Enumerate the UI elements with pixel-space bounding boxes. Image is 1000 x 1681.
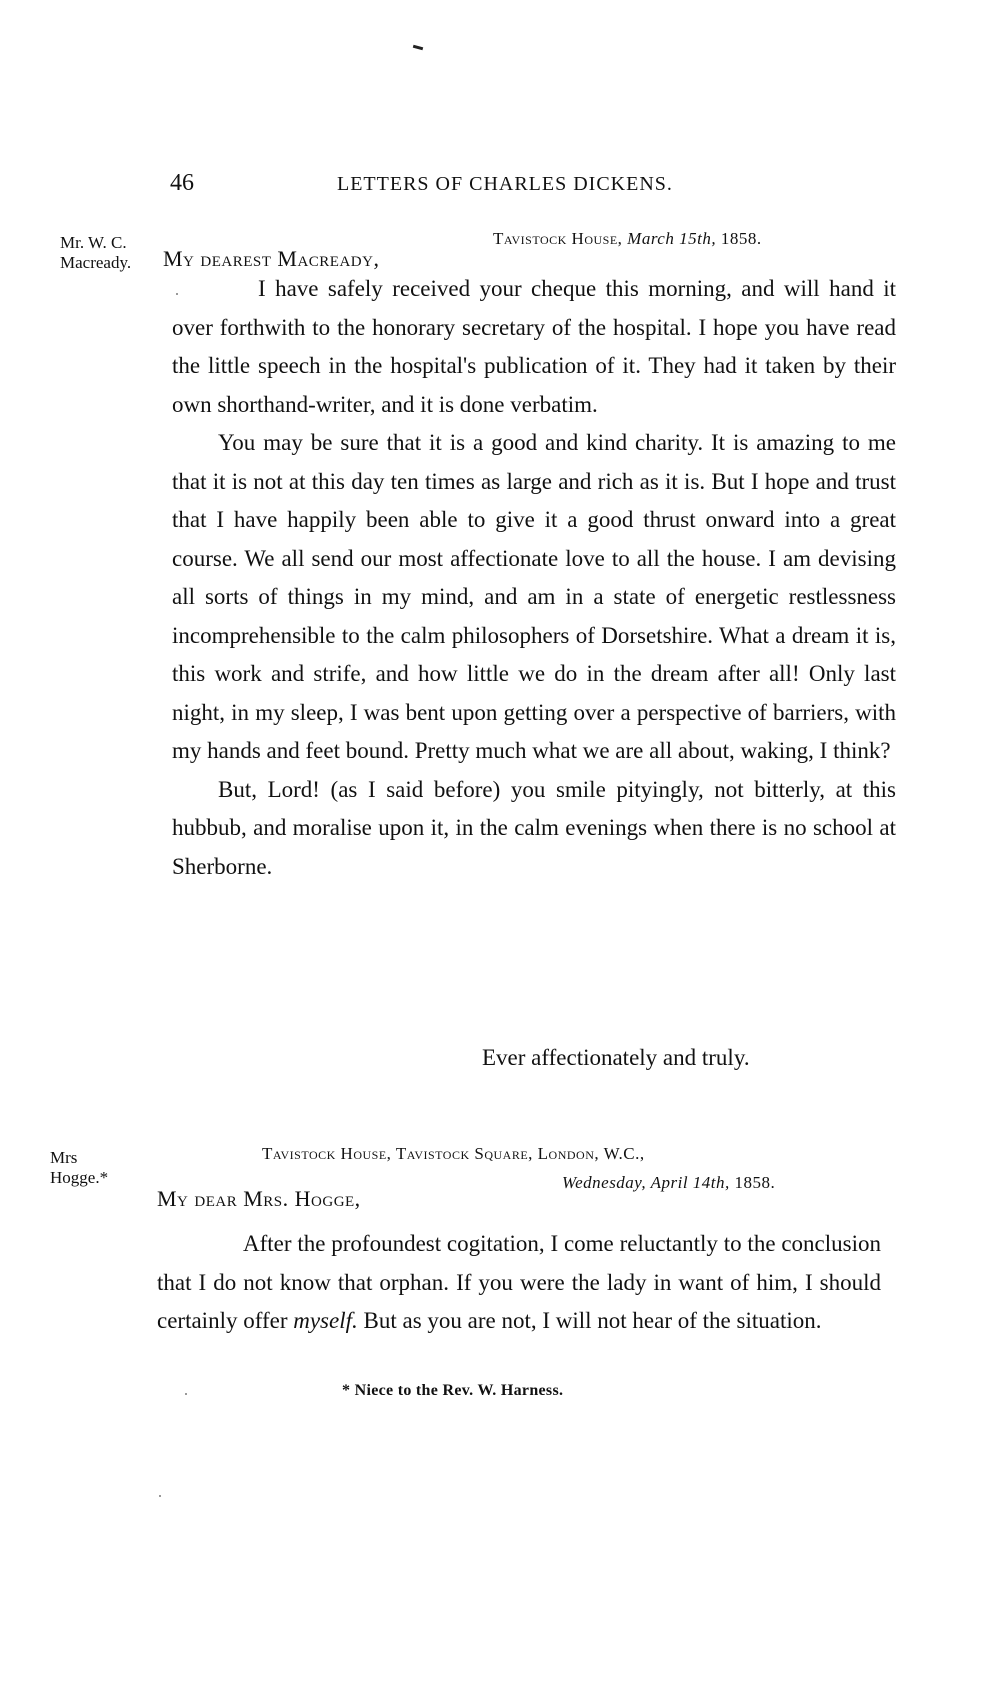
dateline-place: Tavistock House, [493, 229, 623, 248]
dateline-year: 1858. [720, 229, 762, 248]
page-header [170, 170, 870, 200]
speck [176, 293, 178, 295]
letter-body-1 [172, 270, 896, 886]
paragraph-text: After the profoundest cogitation, I come reluctantly to the conclusion that I do not know that orphan. If you were the lady in want of him, I should certainly offer [157, 1231, 881, 1333]
dateline-place-2: Tavistock House, Tavistock Square, London, W.C., [262, 1144, 645, 1163]
side-note-recipient-1: Mr. W. C. Macready. [60, 233, 132, 272]
running-title: LETTERS OF CHARLES DICKENS. [337, 173, 673, 195]
dateline-1 [493, 229, 762, 249]
paragraph-2: You may be sure that it is a good and kind charity. It is amazing to me that it is not at this day ten times as large and rich as it is. But I hope and trust that I have happily been able to give it a good thrust onward into a great course. We all send our most affectionate love to all the house. I am devising all sorts of things in my mind, and am in a state of energetic restlessness incomprehensible to the calm philosophers of Dorsetshire. What a dream it is, this work and strife, and how little we do in the dream after all! Only last night, in my sleep, I was bent upon getting over a perspective of barriers, with my hands and feet bound. Pretty much what we are all about, waking, I think? [172, 430, 896, 763]
salutation-1: My dearest Macready, [163, 246, 380, 271]
footnote: * Niece to the Rev. W. Harness. [342, 1382, 564, 1399]
speck [159, 1495, 161, 1497]
emphasis-text: myself. [293, 1308, 358, 1333]
dateline-date: March 15th, [627, 229, 717, 248]
paragraph-4 [157, 1225, 881, 1341]
paragraph-1: I have safely received your cheque this morning, and will hand it over forthwith to the honorary secretary of the hospital. I hope you have read the little speech in the hospital's publication of it. They had it taken by their own shorthand-writer, and it is done verbatim. [172, 276, 896, 417]
salutation-2: My dear Mrs. Hogge, [157, 1186, 361, 1211]
page-number: 46 [170, 170, 194, 196]
letter-body-2 [157, 1225, 881, 1341]
speck [185, 1393, 187, 1395]
paragraph-text: But as you are not, I will not hear of the situation. [357, 1308, 822, 1333]
paragraph-3: But, Lord! (as I said before) you smile pityingly, not bitterly, at this hubbub, and moralise upon it, in the calm evenings when there is no school at Sherborne. [172, 776, 896, 879]
dateline-date: Wednesday, April 14th, [562, 1173, 730, 1192]
closing-1: Ever affectionately and truly. [482, 1045, 750, 1070]
dateline-date-2 [562, 1173, 775, 1193]
side-note-recipient-2: Mrs Hogge.* [50, 1148, 109, 1187]
print-mark [413, 45, 423, 50]
dateline-year: 1858. [734, 1173, 776, 1192]
